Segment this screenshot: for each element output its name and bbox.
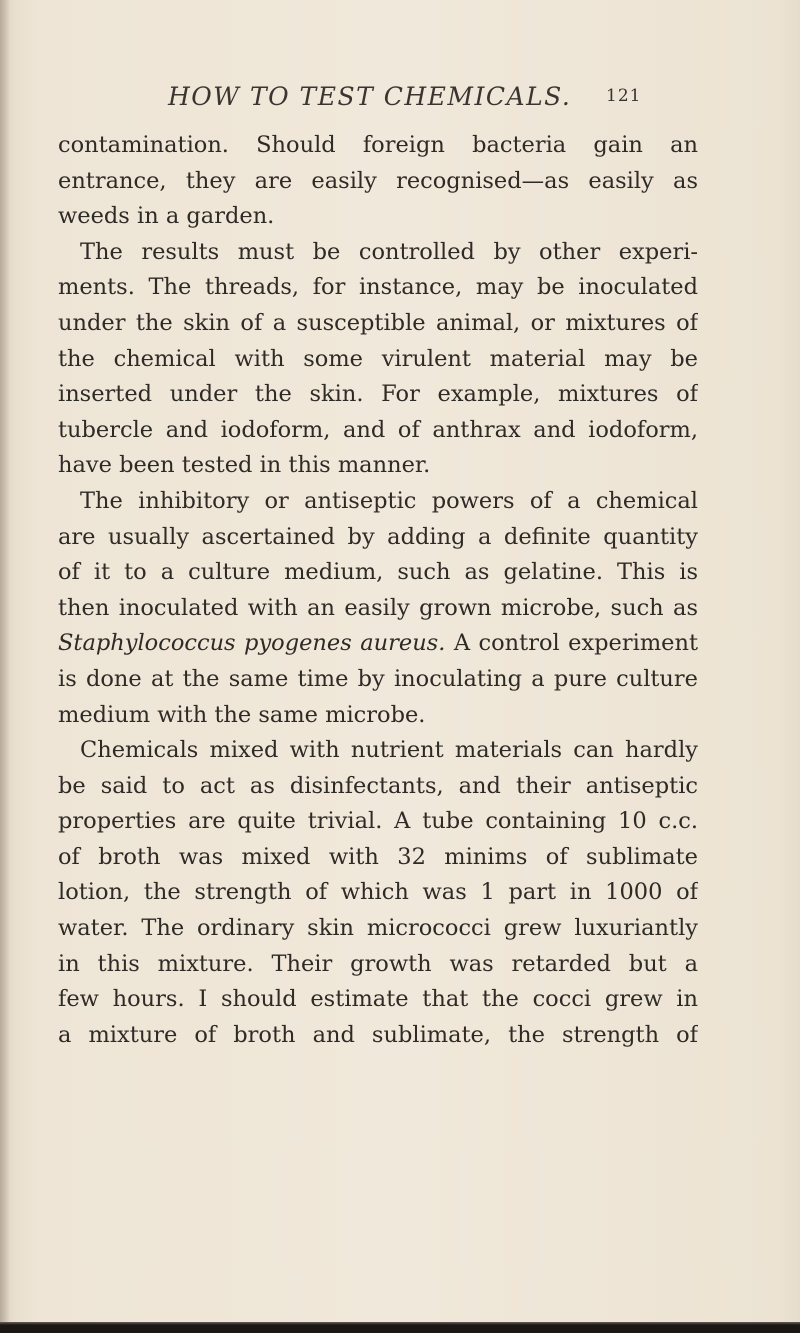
text-line: water. The ordinary skin micrococci grew luxuriantly — [58, 915, 698, 942]
text-line: weeds in a garden. — [58, 203, 275, 230]
running-head — [168, 82, 688, 122]
text-line: of it to a culture medium, such as gelatine. This is — [58, 559, 698, 586]
text-line: under the skin of a susceptible animal, or mixtures of — [58, 309, 698, 336]
text-line: be said to act as disinfectants, and their antiseptic — [58, 772, 698, 799]
text-line: is done at the same time by inoculating a pure culture — [58, 665, 698, 692]
bottom-dark-edge — [0, 1322, 800, 1333]
text-line: of broth was mixed with 32 minims of sublimate — [58, 843, 698, 870]
text-line: properties are quite trivial. A tube containing 10 c.c. — [58, 808, 698, 835]
text-line: the chemical with some virulent material may be — [58, 345, 698, 372]
text-line: lotion, the strength of which was 1 part in 1000 of — [58, 879, 698, 906]
text-line: tubercle and iodoform, and of anthrax and iodoform, — [58, 416, 698, 443]
text-fragment: A control experiment — [453, 630, 698, 657]
text-line: in this mixture. Their growth was retarded but a — [58, 950, 698, 977]
text-line: have been tested in this manner. — [58, 452, 431, 479]
text-line: few hours. I should estimate that the cocci grew in — [58, 986, 698, 1013]
text-line: inserted under the skin. For example, mixtures of — [58, 381, 698, 408]
body-text — [58, 128, 698, 1188]
text-line: medium with the same microbe. — [58, 701, 426, 728]
page-gutter-shadow — [0, 0, 10, 1333]
text-line: The inhibitory or antiseptic powers of a chemical — [80, 487, 698, 514]
text-line: contamination. Should foreign bacteria gain an — [58, 132, 698, 158]
running-title: HOW TO TEST CHEMICALS. — [168, 82, 572, 111]
text-line: entrance, they are easily recognised—as easily as — [58, 167, 698, 194]
page-number: 121 — [606, 86, 642, 106]
text-line: then inoculated with an easily grown microbe, such as — [58, 594, 698, 621]
text-line: Chemicals mixed with nutrient materials can hardly — [80, 737, 698, 764]
text-line-with-species-name — [58, 626, 698, 662]
text-line: are usually ascertained by adding a definite quantity — [58, 523, 698, 550]
text-line: a mixture of broth and sublimate, the strength of — [58, 1021, 698, 1048]
text-line: ments. The threads, for instance, may be inoculated — [58, 274, 698, 301]
text-line: The results must be controlled by other experi- — [80, 238, 698, 265]
species-name: Staphylococcus pyogenes aureus. — [58, 630, 446, 657]
